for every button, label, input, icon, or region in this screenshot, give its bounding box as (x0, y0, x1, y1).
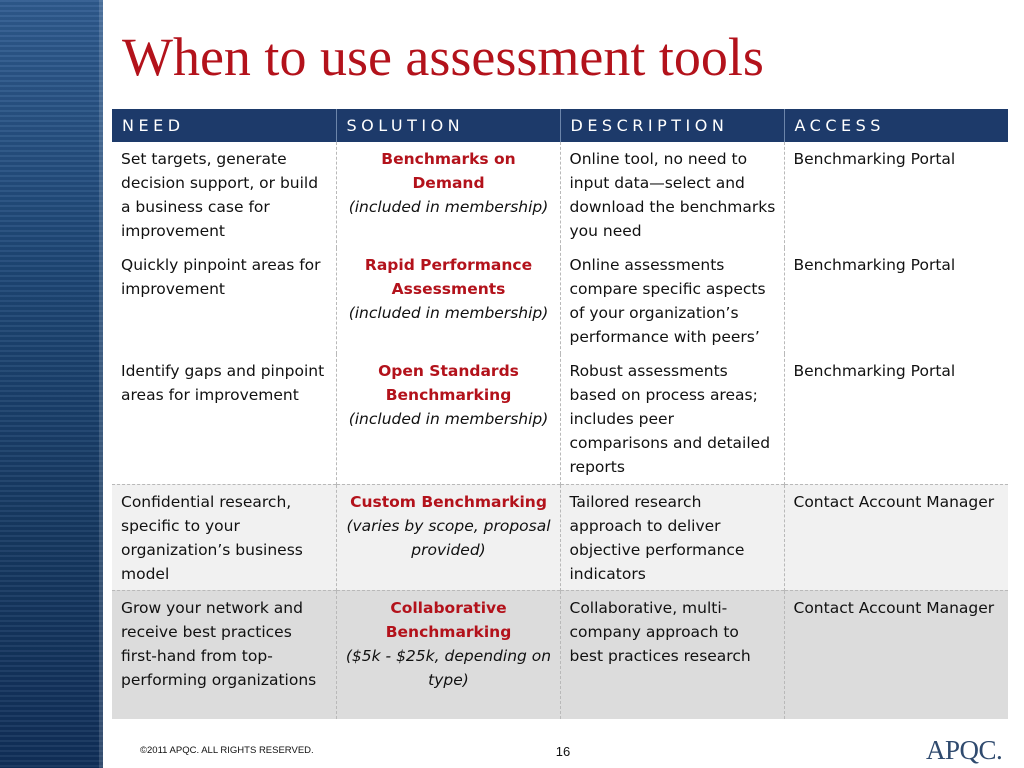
table-header-row (112, 109, 1008, 142)
header-access: ACCESS (784, 109, 1008, 142)
description-cell: Collaborative, multi-company approach to best practices research (560, 590, 784, 719)
apqc-logo: APQC. (926, 735, 1003, 765)
description-cell: Tailored research approach to deliver objective performance indicators (560, 484, 784, 590)
solution-cell (336, 484, 560, 590)
access-cell: Benchmarking Portal (784, 142, 1008, 248)
table-row (112, 354, 1008, 484)
solution-name: Custom Benchmarking (350, 492, 547, 511)
need-cell: Grow your network and receive best practices first-hand from top-performing organizations (112, 590, 336, 719)
solution-note: (included in membership) (348, 198, 549, 216)
solution-name: Benchmarks on Demand (381, 150, 516, 192)
table-row (112, 142, 1008, 248)
header-need: NEED (112, 109, 336, 142)
solution-name: Collaborative Benchmarking (385, 598, 512, 641)
description-cell: Online tool, no need to input data—select and download the benchmarks you need (560, 142, 784, 248)
slide-title: When to use assessment tools (122, 27, 764, 87)
decorative-sidebar (0, 0, 103, 768)
footer-copyright: ©2011 APQC. ALL RIGHTS RESERVED. (140, 745, 314, 756)
access-cell: Contact Account Manager (784, 590, 1008, 719)
need-cell: Identify gaps and pinpoint areas for improvement (121, 362, 325, 404)
header-description: DESCRIPTION (560, 109, 784, 142)
assessment-tools-table (112, 109, 1008, 719)
access-cell: Benchmarking Portal (784, 354, 1008, 484)
need-cell: Confidential research, specific to your organization’s business model (112, 484, 336, 590)
need-cell: Quickly pinpoint areas for improvement (121, 256, 321, 298)
solution-cell (336, 590, 560, 719)
solution-name: Open Standards Benchmarking (378, 362, 519, 404)
solution-note: ($5k - $25k, depending on type) (345, 646, 552, 689)
solution-note: (included in membership) (348, 410, 549, 428)
access-cell: Contact Account Manager (784, 484, 1008, 590)
solution-note: (varies by scope, proposal provided) (346, 516, 551, 559)
access-cell: Benchmarking Portal (784, 248, 1008, 354)
table-row (112, 590, 1008, 719)
page-number: 16 (555, 744, 571, 759)
table-row (112, 248, 1008, 354)
table-row (112, 484, 1008, 590)
solution-cell (336, 142, 560, 248)
solution-cell (336, 354, 560, 484)
description-cell: Online assessments compare specific aspects of your organization’s performance with peers’ (560, 248, 784, 354)
solution-note: (included in membership) (348, 304, 549, 322)
description-cell: Robust assessments based on process areas; includes peer comparisons and detailed reports (560, 354, 784, 484)
solution-name: Rapid Performance Assessments (364, 256, 533, 298)
header-solution: SOLUTION (336, 109, 560, 142)
solution-cell (336, 248, 560, 354)
need-cell: Set targets, generate decision support, or build a business case for improvement (121, 150, 319, 240)
